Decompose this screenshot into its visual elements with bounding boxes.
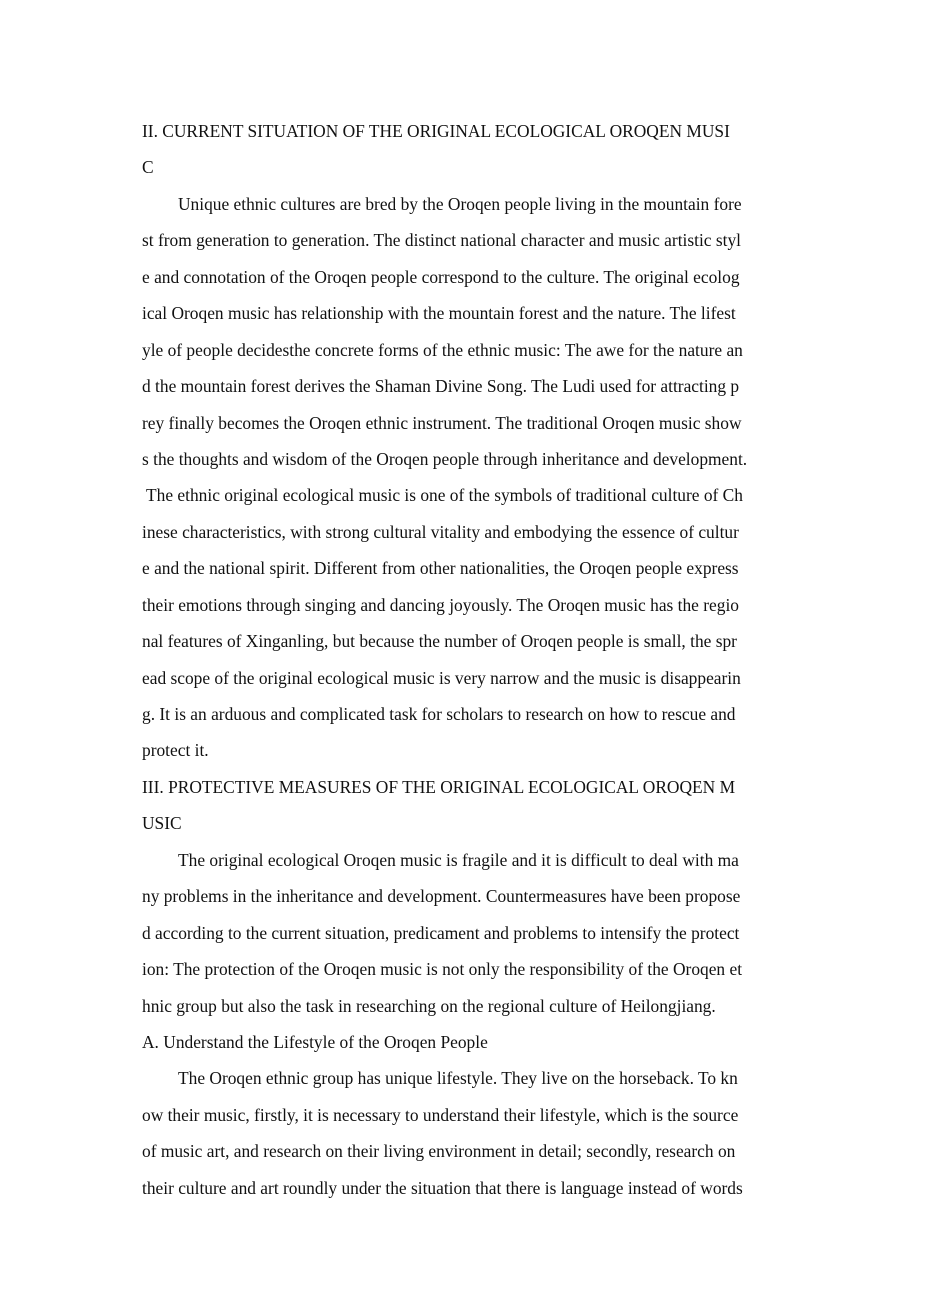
paragraph-line: hnic group but also the task in researching on the regional culture of Heilongjiang. (142, 995, 716, 1016)
section-iii-paragraph (142, 849, 802, 1031)
paragraph-line: ny problems in the inheritance and development. Countermeasures have been propose (142, 886, 741, 907)
paragraph-line: ow their music, firstly, it is necessary to understand their lifestyle, which is the source (142, 1104, 739, 1125)
document-page (142, 120, 802, 1213)
paragraph-line: their emotions through singing and dancing joyously. The Oroqen music has the regio (142, 594, 739, 615)
paragraph-line: e and the national spirit. Different from other nationalities, the Oroqen people express (142, 558, 739, 579)
paragraph-line: inese characteristics, with strong cultural vitality and embodying the essence of cultur (142, 521, 739, 542)
paragraph-line: nal features of Xinganling, but because the number of Oroqen people is small, the spr (142, 631, 737, 652)
section-heading-iii (142, 776, 802, 849)
paragraph-line: rey finally becomes the Oroqen ethnic instrument. The traditional Oroqen music show (142, 412, 742, 433)
paragraph-line: yle of people decidesthe concrete forms of the ethnic music: The awe for the nature an (142, 339, 743, 360)
subsection-heading-a: A. Understand the Lifestyle of the Oroqen People (142, 1031, 488, 1052)
paragraph-line: e and connotation of the Oroqen people correspond to the culture. The original ecolog (142, 266, 740, 287)
heading-line: USIC (142, 813, 182, 834)
paragraph-line: The Oroqen ethnic group has unique lifestyle. They live on the horseback. To kn (178, 1068, 738, 1089)
section-ii-paragraph (142, 193, 802, 776)
paragraph-line: g. It is an arduous and complicated task for scholars to research on how to rescue and (142, 704, 736, 724)
paragraph-line: st from generation to generation. The distinct national character and music artistic styl (142, 230, 741, 251)
paragraph-line: protect it. (142, 740, 209, 761)
heading-line: II. CURRENT SITUATION OF THE ORIGINAL ECOLOGICAL OROQEN MUSI (142, 121, 730, 141)
paragraph-line: d according to the current situation, predicament and problems to intensify the protect (142, 922, 740, 943)
paragraph-line: The ethnic original ecological music is one of the symbols of traditional culture of Ch (142, 485, 743, 506)
paragraph-line: of music art, and research on their living environment in detail; secondly, research on (142, 1141, 736, 1162)
paragraph-line: ead scope of the original ecological music is very narrow and the music is disappearin (142, 667, 741, 688)
paragraph-line: s the thoughts and wisdom of the Oroqen people through inheritance and development. (142, 448, 748, 469)
paragraph-line: The original ecological Oroqen music is fragile and it is difficult to deal with ma (178, 849, 739, 870)
section-heading-ii (142, 120, 802, 193)
paragraph-line: Unique ethnic cultures are bred by the Oroqen people living in the mountain fore (178, 193, 742, 214)
paragraph-line: ical Oroqen music has relationship with the mountain forest and the nature. The lifest (142, 303, 736, 324)
subsection-a-paragraph (142, 1067, 802, 1213)
paragraph-line: d the mountain forest derives the Shaman Divine Song. The Ludi used for attracting p (142, 376, 740, 397)
paragraph-line: their culture and art roundly under the situation that there is language instead of words (142, 1177, 743, 1198)
paragraph-line: ion: The protection of the Oroqen music is not only the responsibility of the Oroqen et (142, 959, 743, 980)
heading-line: C (142, 157, 154, 178)
heading-line: III. PROTECTIVE MEASURES OF THE ORIGINAL ECOLOGICAL OROQEN M (142, 776, 736, 797)
